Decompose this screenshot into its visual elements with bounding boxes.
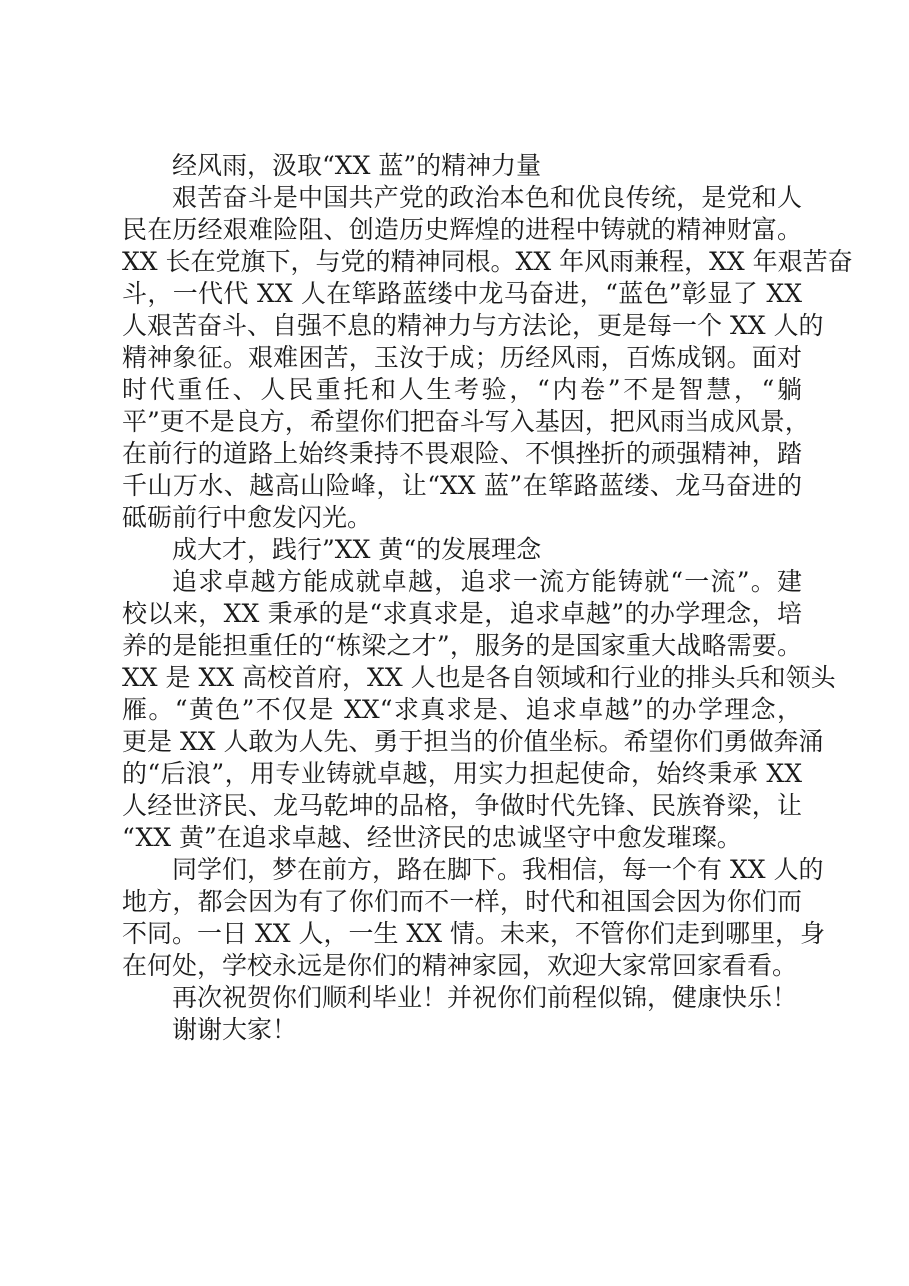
- section-heading-yellow: 成大才，践行”XX 黄“的发展理念: [172, 535, 542, 564]
- paragraph-line: 同学们，梦在前方，路在脚下。我相信，每一个有 XX 人的: [172, 855, 824, 884]
- paragraph-line: 更是 XX 人敢为人先、勇于担当的价值坐标。希望你们勇做奔涌: [122, 727, 824, 756]
- paragraph-line: 人经世济民、龙马乾坤的品格，争做时代先锋、民族脊梁，让: [122, 791, 802, 820]
- paragraph-line: 艰苦奋斗是中国共产党的政治本色和优良传统，是党和人: [172, 183, 802, 212]
- paragraph-line: XX 长在党旗下，与党的精神同根。XX 年风雨兼程，XX 年艰苦奋: [122, 247, 853, 276]
- paragraph-line: 时代重任、人民重托和人生考验，“内卷”不是智慧，“躺: [122, 375, 802, 404]
- paragraph-blue-spirit: [122, 182, 853, 534]
- paragraph-line: 砥砺前行中愈发闪光。: [122, 503, 373, 532]
- paragraph-congratulations: 再次祝贺你们顺利毕业！并祝你们前程似锦，健康快乐！: [172, 983, 798, 1012]
- paragraph-line: 人艰苦奋斗、自强不息的精神力与方法论，更是每一个 XX 人的: [122, 311, 824, 340]
- paragraph-line: 民在历经艰难险阻、创造历史辉煌的进程中铸就的精神财富。: [122, 215, 802, 244]
- paragraph-line: 不同。一日 XX 人，一生 XX 情。未来，不管你们走到哪里，身: [122, 919, 825, 948]
- paragraph-line: 地方，都会因为有了你们而不一样，时代和祖国会因为你们而: [122, 887, 802, 916]
- paragraph-yellow-philosophy: [122, 566, 836, 854]
- paragraph-line: 养的是能担重任的“栋梁之才”，服务的是国家重大战略需要。: [122, 631, 802, 660]
- paragraph-line: 精神象征。艰难困苦，玉汝于成；历经风雨，百炼成钢。面对: [122, 343, 802, 372]
- paragraph-line: 平”更不是良方，希望你们把奋斗写入基因，把风雨当成风景，: [122, 407, 810, 436]
- paragraph-line: 斗，一代代 XX 人在筚路蓝缕中龙马奋进，“蓝色”彰显了 XX: [122, 279, 802, 308]
- paragraph-line: 千山万水、越高山险峰，让“XX 蓝”在筚路蓝缕、龙马奋进的: [122, 471, 802, 500]
- section-heading-blue: 经风雨，汲取“XX 蓝”的精神力量: [172, 151, 542, 180]
- document-body: [122, 150, 853, 1046]
- paragraph-line: 雁。“黄色”不仅是 XX“求真求是、追求卓越”的办学理念，: [122, 695, 802, 724]
- paragraph-classmates: [122, 854, 825, 982]
- paragraph-line: 在何处，学校永远是你们的精神家园，欢迎大家常回家看看。: [122, 951, 798, 980]
- paragraph-thanks: 谢谢大家！: [172, 1015, 298, 1044]
- paragraph-line: 的“后浪”，用专业铸就卓越，用实力担起使命，始终秉承 XX: [122, 759, 802, 788]
- paragraph-line: “XX 黄”在追求卓越、经世济民的忠诚坚守中愈发璀璨。: [122, 823, 742, 852]
- paragraph-line: 校以来，XX 秉承的是“求真求是，追求卓越”的办学理念，培: [122, 599, 802, 628]
- paragraph-line: XX 是 XX 高校首府，XX 人也是各自领域和行业的排头兵和领头: [122, 663, 836, 692]
- paragraph-line: 在前行的道路上始终秉持不畏艰险、不惧挫折的顽强精神，踏: [122, 439, 802, 468]
- paragraph-line: 追求卓越方能成就卓越，追求一流方能铸就“一流”。建: [172, 567, 802, 596]
